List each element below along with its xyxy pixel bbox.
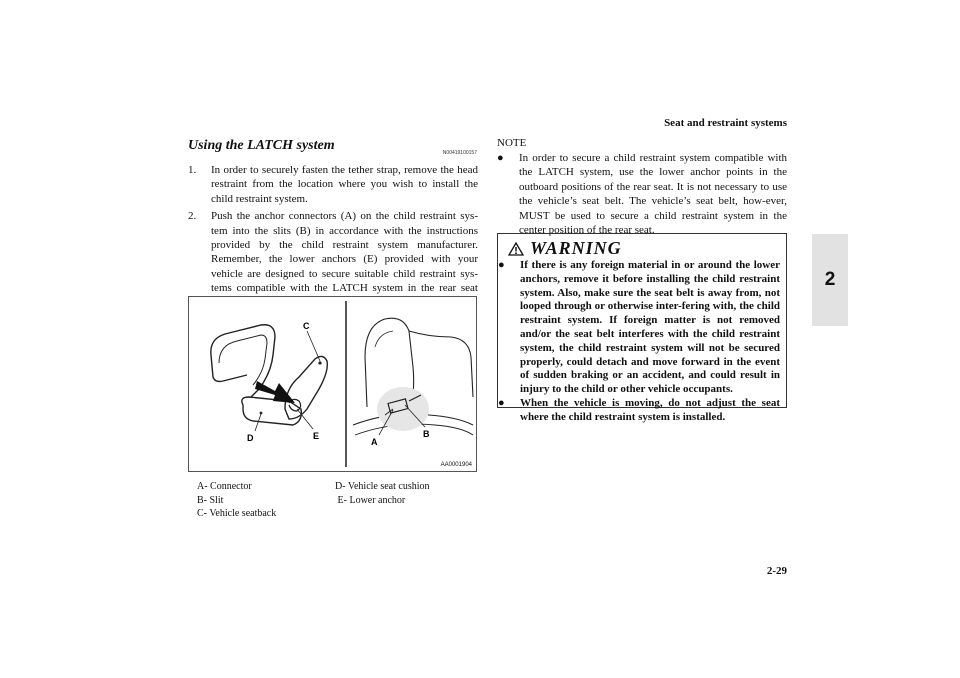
warning-triangle-icon: [508, 242, 524, 256]
warning-list: [498, 259, 788, 425]
note-body: [497, 151, 787, 237]
step-text: Push the anchor connectors (A) on the child restraint sys-tem into the slits (B) in accordance with the instructions provided by the child restraint system manufacturer. Remember, the lower anchors (E) provided with your vehicle are designed to secure suitable child restraint sys-tems compatible with the LATCH system in the rear seat: [211, 210, 478, 295]
latch-figure: [188, 296, 477, 472]
warning-header: [508, 238, 622, 259]
bullet-icon: ●: [497, 152, 504, 164]
running-header: Seat and restraint systems: [664, 117, 787, 129]
legend-e: E- Lower anchor: [337, 494, 406, 506]
latch-illustration: [189, 297, 476, 471]
warning-box: [497, 233, 787, 423]
legend-a: A- Connector: [197, 481, 252, 492]
section-code: N00419100157: [442, 150, 477, 156]
step-text: In order to securely fasten the tether strap, remove the head restraint from the location where you wish to install the child restraint system.: [211, 164, 478, 205]
figure-label-e: E: [313, 431, 320, 441]
bullet-icon: ●: [498, 259, 505, 271]
figure-legend: [197, 480, 487, 521]
legend-row: [197, 494, 487, 508]
section-title: Using the LATCH system: [188, 138, 335, 153]
step-number: 1.: [188, 164, 197, 176]
figure-label-b: B: [423, 429, 430, 439]
chapter-number: 2: [824, 269, 836, 290]
figure-label-a: A: [371, 437, 378, 447]
steps-list: [188, 163, 478, 313]
bullet-icon: ●: [498, 396, 505, 409]
figure-code: AA0001904: [440, 462, 472, 468]
note-title: NOTE: [497, 137, 527, 149]
figure-label-c: C: [303, 321, 310, 331]
legend-b: B- Slit: [197, 494, 224, 506]
figure-label-d: D: [247, 433, 254, 443]
warning-item: [498, 397, 788, 425]
legend-d: D- Vehicle seat cushion: [335, 481, 430, 492]
legend-row: [197, 507, 487, 521]
warning-item: [498, 259, 788, 397]
legend-c: C- Vehicle seatback: [197, 508, 277, 519]
warning-title: WARNING: [530, 238, 622, 258]
step-1: [188, 163, 478, 206]
step-2: [188, 209, 478, 310]
warning-text: When the vehicle is moving, do not adjust the seat where the child restraint system is installed.: [520, 396, 780, 423]
step-number: 2.: [188, 210, 197, 223]
note-text: In order to secure a child restraint system compatible with the LATCH system, use the lower anchor points in the outboard positions of the rear seat. It is not necessary to use the vehicle’s seat belt. The vehicle’s seat belt, how-ever, MUST be used to secure a child restraint system in the center position of the rear seat.: [519, 152, 787, 237]
chapter-tab: [812, 234, 848, 326]
page-number: 2-29: [766, 565, 787, 577]
legend-row: [197, 480, 487, 494]
warning-text: If there is any foreign material in or around the lower anchors, remove it before installing the child restraint system. Also, make sure the seat belt is away from, not looped through or otherwise inter-fering with, the child restraint system. If foreign matter is not removed and/or the seat belt interferes with the child restraint system, the child restraint system will not be secured properly, could detach and move forward in the event of sudden braking or an accident, and could result in injury to the child or other vehicle occupants.: [520, 259, 780, 396]
